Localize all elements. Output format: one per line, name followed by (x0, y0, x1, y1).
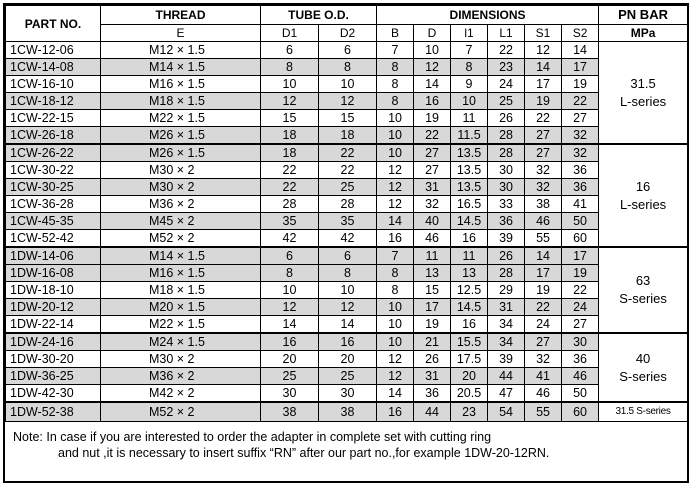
b-cell: 12 (377, 179, 414, 196)
s1-cell: 12 (525, 42, 562, 59)
d-cell: 19 (414, 110, 451, 127)
part-no-cell: 1CW-18-12 (6, 93, 101, 110)
s1-cell: 14 (525, 247, 562, 265)
d-cell: 22 (414, 127, 451, 145)
part-no-cell: 1CW-16-10 (6, 76, 101, 93)
s2-cell: 17 (562, 247, 599, 265)
b-cell: 16 (377, 230, 414, 248)
tube-od-header: TUBE O.D. (261, 6, 377, 25)
spec-table-body (6, 42, 688, 422)
L1-cell: 33 (488, 196, 525, 213)
L1-cell: 34 (488, 333, 525, 351)
d-cell: 21 (414, 333, 451, 351)
part-no-cell: 1DW-24-16 (6, 333, 101, 351)
pressure-series: L-series (619, 196, 667, 212)
d2-cell: 25 (319, 179, 377, 196)
note-line-2: and nut ,it is necessary to insert suffix “RN” after our part no.,for example 1DW-20-12RN. (58, 446, 550, 460)
s1-cell: 14 (525, 59, 562, 76)
s2-header: S2 (562, 25, 599, 42)
pn-bar-header: PN BAR (599, 6, 688, 25)
s1-cell: 27 (525, 127, 562, 145)
l1-cell: 13.5 (451, 162, 488, 179)
L1-cell: 30 (488, 162, 525, 179)
table-row (6, 385, 688, 403)
s1-cell: 46 (525, 385, 562, 403)
l1-cell: 16 (451, 230, 488, 248)
d1-cell: 10 (261, 282, 319, 299)
d-cell: 13 (414, 265, 451, 282)
d2-cell: 25 (319, 368, 377, 385)
l1-cell: 11.5 (451, 127, 488, 145)
spec-table (5, 5, 688, 422)
s1-cell: 19 (525, 282, 562, 299)
s1-cell: 27 (525, 144, 562, 162)
L1-cell: 39 (488, 230, 525, 248)
thread-cell: M36 × 2 (101, 196, 261, 213)
dimensions-header: DIMENSIONS (377, 6, 599, 25)
s1-cell: 24 (525, 316, 562, 334)
table-row (6, 127, 688, 145)
s2-cell: 36 (562, 351, 599, 368)
s1-cell: 55 (525, 230, 562, 248)
b-cell: 12 (377, 196, 414, 213)
d1-cell: 15 (261, 110, 319, 127)
s2-cell: 22 (562, 93, 599, 110)
L1-cell: 31 (488, 299, 525, 316)
mpa-header: MPa (599, 25, 688, 42)
b-cell: 8 (377, 265, 414, 282)
s1-cell: 22 (525, 110, 562, 127)
d1-cell: 14 (261, 316, 319, 334)
d1-cell: 8 (261, 265, 319, 282)
thread-cell: M30 × 2 (101, 162, 261, 179)
d2-cell: 22 (319, 144, 377, 162)
d1-cell: 6 (261, 42, 319, 59)
s2-cell: 41 (562, 196, 599, 213)
l1-cell: 13.5 (451, 179, 488, 196)
d-cell: 40 (414, 213, 451, 230)
part-no-cell: 1CW-45-35 (6, 213, 101, 230)
pressure-rating-cell (599, 333, 688, 402)
d2-cell: 6 (319, 42, 377, 59)
d-cell: 15 (414, 282, 451, 299)
L1-cell: 54 (488, 402, 525, 422)
L1-cell: 28 (488, 144, 525, 162)
s1-cell: 55 (525, 402, 562, 422)
d2-cell: 6 (319, 247, 377, 265)
thread-sub-header: E (101, 25, 261, 42)
b-cell: 12 (377, 162, 414, 179)
d1-cell: 25 (261, 368, 319, 385)
s1-cell: 41 (525, 368, 562, 385)
d1-header: D1 (261, 25, 319, 42)
L1-cell: 29 (488, 282, 525, 299)
L1-cell: 25 (488, 93, 525, 110)
table-row (6, 333, 688, 351)
table-row (6, 42, 688, 59)
b-cell: 8 (377, 59, 414, 76)
table-row (6, 144, 688, 162)
table-row (6, 247, 688, 265)
s2-cell: 19 (562, 76, 599, 93)
b-cell: 10 (377, 299, 414, 316)
l1-cell: 14.5 (451, 213, 488, 230)
d1-cell: 22 (261, 162, 319, 179)
b-cell: 14 (377, 385, 414, 403)
note-line-1: Note: In case if you are interested to order the adapter in complete set with cutting ring (13, 430, 492, 444)
s2-cell: 50 (562, 213, 599, 230)
d-header: D (414, 25, 451, 42)
s2-cell: 36 (562, 179, 599, 196)
s1-cell: 19 (525, 93, 562, 110)
l1-cell: 11 (451, 247, 488, 265)
L1-cell: 23 (488, 59, 525, 76)
d2-cell: 30 (319, 385, 377, 403)
d-cell: 10 (414, 42, 451, 59)
d2-cell: 38 (319, 402, 377, 422)
s2-cell: 46 (562, 368, 599, 385)
b-cell: 16 (377, 402, 414, 422)
l1-cell: 20 (451, 368, 488, 385)
d2-cell: 16 (319, 333, 377, 351)
d-cell: 32 (414, 196, 451, 213)
pressure-value: 40 (635, 350, 651, 366)
s2-cell: 30 (562, 333, 599, 351)
thread-cell: M52 × 2 (101, 230, 261, 248)
table-row (6, 110, 688, 127)
b-cell: 8 (377, 76, 414, 93)
l1-cell: 13 (451, 265, 488, 282)
L1-cell: 34 (488, 316, 525, 334)
l1-lower-header: l1 (451, 25, 488, 42)
d1-cell: 20 (261, 351, 319, 368)
d2-cell: 14 (319, 316, 377, 334)
part-no-cell: 1DW-20-12 (6, 299, 101, 316)
d1-cell: 22 (261, 179, 319, 196)
table-row (6, 299, 688, 316)
b-cell: 12 (377, 351, 414, 368)
part-no-header: PART NO. (6, 6, 101, 42)
d1-cell: 38 (261, 402, 319, 422)
pressure-series: S-series (619, 291, 667, 306)
s1-cell: 22 (525, 299, 562, 316)
table-row (6, 265, 688, 282)
d2-cell: 15 (319, 110, 377, 127)
part-no-cell: 1DW-18-10 (6, 282, 101, 299)
d1-cell: 35 (261, 213, 319, 230)
s2-cell: 60 (562, 230, 599, 248)
d2-header: D2 (319, 25, 377, 42)
d-cell: 27 (414, 144, 451, 162)
d1-cell: 18 (261, 144, 319, 162)
part-no-cell: 1CW-30-25 (6, 179, 101, 196)
s2-cell: 22 (562, 282, 599, 299)
s1-cell: 46 (525, 213, 562, 230)
L1-cell: 26 (488, 247, 525, 265)
thread-cell: M14 × 1.5 (101, 247, 261, 265)
b-header: B (377, 25, 414, 42)
d1-cell: 28 (261, 196, 319, 213)
d1-cell: 8 (261, 59, 319, 76)
d-cell: 11 (414, 247, 451, 265)
note (13, 429, 683, 461)
s2-cell: 27 (562, 316, 599, 334)
d1-cell: 16 (261, 333, 319, 351)
part-no-cell: 1DW-14-06 (6, 247, 101, 265)
table-row (6, 179, 688, 196)
thread-header: THREAD (101, 6, 261, 25)
d-cell: 17 (414, 299, 451, 316)
l1-cell: 7 (451, 42, 488, 59)
pressure-series: S-series (619, 368, 667, 384)
s2-cell: 32 (562, 144, 599, 162)
thread-cell: M18 × 1.5 (101, 93, 261, 110)
b-cell: 10 (377, 110, 414, 127)
part-no-cell: 1DW-36-25 (6, 368, 101, 385)
pressure-rating-cell (599, 144, 688, 247)
L1-cell: 39 (488, 351, 525, 368)
s1-cell: 17 (525, 76, 562, 93)
table-row (6, 316, 688, 334)
L1-cell: 47 (488, 385, 525, 403)
s2-cell: 32 (562, 127, 599, 145)
s2-cell: 50 (562, 385, 599, 403)
d1-cell: 12 (261, 93, 319, 110)
thread-cell: M16 × 1.5 (101, 265, 261, 282)
thread-cell: M12 × 1.5 (101, 42, 261, 59)
s2-cell: 24 (562, 299, 599, 316)
table-row (6, 213, 688, 230)
header-row-1 (6, 6, 688, 25)
d1-cell: 18 (261, 127, 319, 145)
d2-cell: 18 (319, 127, 377, 145)
part-no-cell: 1DW-16-08 (6, 265, 101, 282)
d2-cell: 8 (319, 59, 377, 76)
b-cell: 7 (377, 247, 414, 265)
l1-upper-header: L1 (488, 25, 525, 42)
s2-cell: 14 (562, 42, 599, 59)
l1-cell: 8 (451, 59, 488, 76)
part-no-cell: 1DW-42-30 (6, 385, 101, 403)
s1-header: S1 (525, 25, 562, 42)
pressure-value: 16 (635, 178, 651, 194)
table-row (6, 402, 688, 422)
d2-cell: 28 (319, 196, 377, 213)
d-cell: 26 (414, 351, 451, 368)
thread-cell: M26 × 1.5 (101, 144, 261, 162)
d1-cell: 30 (261, 385, 319, 403)
part-no-cell: 1DW-22-14 (6, 316, 101, 334)
table-row (6, 230, 688, 248)
l1-cell: 16.5 (451, 196, 488, 213)
pressure-value: 63 (635, 273, 651, 288)
d2-cell: 10 (319, 282, 377, 299)
L1-cell: 30 (488, 179, 525, 196)
l1-cell: 13.5 (451, 144, 488, 162)
s1-cell: 17 (525, 265, 562, 282)
l1-cell: 12.5 (451, 282, 488, 299)
b-cell: 10 (377, 127, 414, 145)
header-row-2 (6, 25, 688, 42)
spec-sheet (3, 3, 689, 483)
part-no-cell: 1CW-52-42 (6, 230, 101, 248)
b-cell: 8 (377, 282, 414, 299)
L1-cell: 22 (488, 42, 525, 59)
d1-cell: 12 (261, 299, 319, 316)
part-no-cell: 1CW-36-28 (6, 196, 101, 213)
l1-cell: 16 (451, 316, 488, 334)
s2-cell: 17 (562, 59, 599, 76)
thread-cell: M16 × 1.5 (101, 76, 261, 93)
table-row (6, 93, 688, 110)
b-cell: 8 (377, 93, 414, 110)
d2-cell: 12 (319, 93, 377, 110)
table-row (6, 196, 688, 213)
s1-cell: 27 (525, 333, 562, 351)
d2-cell: 42 (319, 230, 377, 248)
pressure-value: 31.5 (630, 75, 656, 91)
b-cell: 10 (377, 333, 414, 351)
d2-cell: 20 (319, 351, 377, 368)
part-no-cell: 1CW-26-22 (6, 144, 101, 162)
s2-cell: 60 (562, 402, 599, 422)
thread-cell: M22 × 1.5 (101, 316, 261, 334)
d2-cell: 35 (319, 213, 377, 230)
d-cell: 31 (414, 368, 451, 385)
thread-cell: M18 × 1.5 (101, 282, 261, 299)
b-cell: 14 (377, 213, 414, 230)
d1-cell: 10 (261, 76, 319, 93)
thread-cell: M20 × 1.5 (101, 299, 261, 316)
part-no-cell: 1DW-30-20 (6, 351, 101, 368)
thread-cell: M30 × 2 (101, 179, 261, 196)
part-no-cell: 1DW-52-38 (6, 402, 101, 422)
part-no-cell: 1CW-26-18 (6, 127, 101, 145)
l1-cell: 20.5 (451, 385, 488, 403)
d-cell: 27 (414, 162, 451, 179)
d1-cell: 42 (261, 230, 319, 248)
thread-cell: M36 × 2 (101, 368, 261, 385)
s1-cell: 32 (525, 179, 562, 196)
b-cell: 10 (377, 144, 414, 162)
l1-cell: 10 (451, 93, 488, 110)
b-cell: 7 (377, 42, 414, 59)
l1-cell: 11 (451, 110, 488, 127)
thread-cell: M45 × 2 (101, 213, 261, 230)
d-cell: 19 (414, 316, 451, 334)
d-cell: 14 (414, 76, 451, 93)
s1-cell: 38 (525, 196, 562, 213)
d-cell: 16 (414, 93, 451, 110)
part-no-cell: 1CW-14-08 (6, 59, 101, 76)
pressure-value: 31.5 S-series (615, 406, 671, 417)
d2-cell: 8 (319, 265, 377, 282)
l1-cell: 23 (451, 402, 488, 422)
L1-cell: 28 (488, 127, 525, 145)
s2-cell: 19 (562, 265, 599, 282)
b-cell: 12 (377, 368, 414, 385)
l1-cell: 9 (451, 76, 488, 93)
d-cell: 44 (414, 402, 451, 422)
s2-cell: 36 (562, 162, 599, 179)
part-no-cell: 1CW-30-22 (6, 162, 101, 179)
d-cell: 46 (414, 230, 451, 248)
thread-cell: M14 × 1.5 (101, 59, 261, 76)
part-no-cell: 1CW-12-06 (6, 42, 101, 59)
table-row (6, 351, 688, 368)
pressure-series: L-series (619, 93, 667, 109)
table-row (6, 59, 688, 76)
L1-cell: 24 (488, 76, 525, 93)
L1-cell: 26 (488, 110, 525, 127)
b-cell: 10 (377, 316, 414, 334)
L1-cell: 28 (488, 265, 525, 282)
thread-cell: M24 × 1.5 (101, 333, 261, 351)
thread-cell: M26 × 1.5 (101, 127, 261, 145)
part-no-cell: 1CW-22-15 (6, 110, 101, 127)
pressure-rating-cell (599, 247, 688, 333)
thread-cell: M52 × 2 (101, 402, 261, 422)
d1-cell: 6 (261, 247, 319, 265)
s1-cell: 32 (525, 162, 562, 179)
s2-cell: 27 (562, 110, 599, 127)
d-cell: 12 (414, 59, 451, 76)
table-row (6, 282, 688, 299)
d-cell: 36 (414, 385, 451, 403)
table-row (6, 368, 688, 385)
thread-cell: M42 × 2 (101, 385, 261, 403)
l1-cell: 14.5 (451, 299, 488, 316)
d2-cell: 10 (319, 76, 377, 93)
s1-cell: 32 (525, 351, 562, 368)
l1-cell: 17.5 (451, 351, 488, 368)
d2-cell: 12 (319, 299, 377, 316)
L1-cell: 36 (488, 213, 525, 230)
pressure-rating-cell (599, 42, 688, 145)
pressure-rating-cell (599, 402, 688, 422)
thread-cell: M22 × 1.5 (101, 110, 261, 127)
table-row (6, 162, 688, 179)
d-cell: 31 (414, 179, 451, 196)
thread-cell: M30 × 2 (101, 351, 261, 368)
d2-cell: 22 (319, 162, 377, 179)
l1-cell: 15.5 (451, 333, 488, 351)
table-row (6, 76, 688, 93)
L1-cell: 44 (488, 368, 525, 385)
